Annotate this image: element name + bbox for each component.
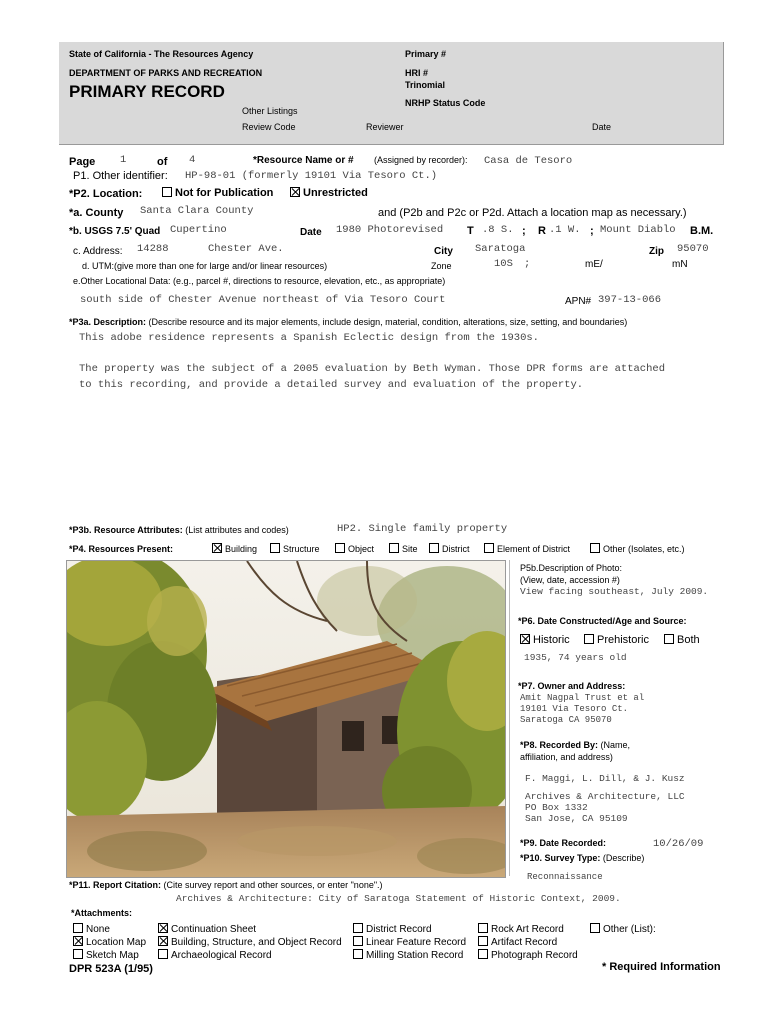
range-label: R bbox=[538, 225, 546, 237]
building-checkbox[interactable] bbox=[212, 543, 222, 553]
p3a-line-2: The property was the subject of a 2005 evaluation by Beth Wyman. Those DPR forms are attached bbox=[79, 363, 665, 375]
attachment-other-list[interactable]: Other (List): bbox=[590, 923, 656, 935]
city-value: Saratoga bbox=[475, 243, 526, 255]
required-info-note: * Required Information bbox=[602, 961, 721, 973]
p7-line-2: 19101 Via Tesoro Ct. bbox=[520, 704, 629, 714]
p7-line-1: Amit Nagpal Trust et al bbox=[520, 693, 645, 703]
resource-name-note: (Assigned by recorder): bbox=[374, 155, 468, 165]
attachment-district-record[interactable]: District Record bbox=[353, 923, 432, 935]
p4-option-building[interactable]: Building bbox=[212, 543, 257, 554]
prehistoric-checkbox[interactable] bbox=[584, 634, 594, 644]
attachment-photograph-record[interactable]: Photograph Record bbox=[478, 949, 578, 961]
p3b-note: (List attributes and codes) bbox=[185, 525, 289, 535]
page-total: 4 bbox=[189, 154, 196, 166]
zone-label: Zone bbox=[431, 261, 452, 271]
attachment-milling-station-record[interactable]: Milling Station Record bbox=[353, 949, 463, 961]
county-label: *a. County bbox=[69, 207, 124, 219]
p8-line-4: San Jose, CA 95109 bbox=[525, 813, 628, 824]
p1-label: P1. Other identifier: bbox=[73, 170, 168, 182]
trinomial-label: Trinomial bbox=[405, 80, 446, 90]
attachments-label: *Attachments: bbox=[71, 908, 133, 918]
nrhp-status-label: NRHP Status Code bbox=[405, 98, 486, 108]
p3a-note: (Describe resource and its major elements, include design, material, condition, alterations, size, setting, and boundaries) bbox=[148, 317, 628, 327]
zip-value: 95070 bbox=[677, 243, 709, 255]
resource-name-label: *Resource Name or # bbox=[253, 155, 354, 166]
apn-label: APN# bbox=[565, 296, 592, 307]
photo-divider bbox=[509, 560, 510, 876]
p8-line-2: Archives & Architecture, LLC bbox=[525, 791, 685, 802]
zone-value: 10S bbox=[494, 258, 513, 270]
other-listings-label: Other Listings bbox=[242, 106, 298, 116]
p11-heading bbox=[69, 880, 383, 890]
sketch-map-checkbox[interactable] bbox=[73, 949, 83, 959]
attachment-artifact-record[interactable]: Artifact Record bbox=[478, 936, 557, 948]
p9-value: 10/26/09 bbox=[653, 838, 704, 850]
p5b-value: View facing southeast, July 2009. bbox=[520, 586, 709, 597]
p7-label: *P7. Owner and Address: bbox=[518, 681, 626, 691]
not-for-publication-checkbox[interactable] bbox=[162, 187, 172, 197]
p3a-label: *P3a. Description: bbox=[69, 317, 147, 327]
district-checkbox[interactable] bbox=[429, 543, 439, 553]
milling-station-record-checkbox[interactable] bbox=[353, 949, 363, 959]
p9-label: *P9. Date Recorded: bbox=[520, 838, 607, 848]
primary-number-label: Primary # bbox=[405, 49, 447, 59]
utm-label: d. UTM:(give more than one for large and/or linear resources) bbox=[82, 261, 328, 271]
p10-value: Reconnaissance bbox=[527, 872, 603, 882]
usgs-quad-value: Cupertino bbox=[170, 224, 227, 236]
prehistoric-option[interactable]: Prehistoric bbox=[584, 634, 649, 646]
p4-label: *P4. Resources Present: bbox=[69, 544, 174, 554]
resource-name-value: Casa de Tesoro bbox=[484, 155, 573, 167]
p6-value: 1935, 74 years old bbox=[524, 652, 627, 663]
township-label: T bbox=[467, 225, 474, 237]
quad-date-label: Date bbox=[300, 227, 322, 238]
department-label: DEPARTMENT OF PARKS AND RECREATION bbox=[69, 68, 263, 78]
page-title: PRIMARY RECORD bbox=[69, 82, 225, 101]
apn-value: 397-13-066 bbox=[598, 294, 662, 306]
unrestricted-option[interactable]: Unrestricted bbox=[290, 187, 368, 199]
p8-line-3: PO Box 1332 bbox=[525, 802, 588, 813]
base-meridian-label: B.M. bbox=[690, 225, 714, 237]
building-structure-object-checkbox[interactable] bbox=[158, 936, 168, 946]
attachment-rock-art-record[interactable]: Rock Art Record bbox=[478, 923, 564, 935]
attachment-sketch-map[interactable]: Sketch Map bbox=[73, 949, 139, 961]
p11-label: *P11. Report Citation: bbox=[69, 880, 162, 890]
continuation-sheet-checkbox[interactable] bbox=[158, 923, 168, 933]
p4-option-element-of-district[interactable]: Element of District bbox=[484, 543, 570, 554]
p3b-label: *P3b. Resource Attributes: bbox=[69, 525, 183, 535]
p6-label: *P6. Date Constructed/Age and Source: bbox=[518, 616, 687, 626]
quad-date-value: 1980 Photorevised bbox=[336, 224, 444, 236]
attachment-building-structure-object[interactable]: Building, Structure, and Object Record bbox=[158, 936, 342, 948]
historic-option[interactable]: Historic bbox=[520, 634, 570, 646]
date-label: Date bbox=[592, 122, 612, 132]
attachment-location-map[interactable]: Location Map bbox=[73, 936, 146, 948]
p2-label: *P2. Location: bbox=[69, 188, 143, 200]
range-value: .1 W. bbox=[549, 224, 581, 236]
p10-heading: *P10. Survey Type: (Describe) bbox=[520, 853, 645, 863]
element-of-district-checkbox[interactable] bbox=[484, 543, 494, 553]
review-code-label: Review Code bbox=[242, 122, 296, 132]
p4-option-other[interactable]: Other (Isolates, etc.) bbox=[590, 543, 685, 554]
base-meridian-value: Mount Diablo bbox=[600, 224, 676, 236]
attachment-linear-feature-record[interactable]: Linear Feature Record bbox=[353, 936, 466, 948]
both-option[interactable]: Both bbox=[664, 634, 700, 646]
attachment-archaeological-record[interactable]: Archaeological Record bbox=[158, 949, 272, 961]
p8-note: affiliation, and address) bbox=[520, 752, 613, 762]
not-for-publication-option[interactable]: Not for Publication bbox=[162, 187, 273, 199]
p3b-value: HP2. Single family property bbox=[337, 523, 508, 535]
other-locational-label: e.Other Locational Data: (e.g., parcel #, directions to resource, elevation, etc., as appropriate) bbox=[73, 276, 446, 286]
address-label: c. Address: bbox=[73, 246, 123, 257]
county-value: Santa Clara County bbox=[140, 205, 254, 217]
county-note: and (P2b and P2c or P2d. Attach a location map as necessary.) bbox=[378, 207, 687, 219]
p5b-label: P5b.Description of Photo: bbox=[520, 563, 623, 573]
agency-label: State of California - The Resources Agency bbox=[69, 49, 254, 59]
p8-heading: *P8. Recorded By: (Name, bbox=[520, 740, 631, 750]
hri-number-label: HRI # bbox=[405, 68, 429, 78]
p3a-line-1: This adobe residence represents a Spanish Eclectic design from the 1930s. bbox=[79, 332, 539, 344]
site-checkbox[interactable] bbox=[389, 543, 399, 553]
page-number: 1 bbox=[120, 154, 127, 166]
object-checkbox[interactable] bbox=[335, 543, 345, 553]
p4-option-structure[interactable]: Structure bbox=[270, 543, 320, 554]
other-list-checkbox[interactable] bbox=[590, 923, 600, 933]
linear-feature-record-checkbox[interactable] bbox=[353, 936, 363, 946]
p5b-note: (View, date, accession #) bbox=[520, 575, 620, 585]
rock-art-record-checkbox[interactable] bbox=[478, 923, 488, 933]
photograph-record-checkbox[interactable] bbox=[478, 949, 488, 959]
township-value: .8 S. bbox=[482, 224, 514, 236]
other-locational-value: south side of Chester Avenue northeast of Via Tesoro Court bbox=[80, 294, 446, 306]
easting-label: mE/ bbox=[585, 259, 603, 270]
attachment-continuation-sheet[interactable]: Continuation Sheet bbox=[158, 923, 256, 935]
attachment-none[interactable]: None bbox=[73, 923, 110, 935]
p3b-heading bbox=[69, 525, 289, 535]
reviewer-label: Reviewer bbox=[366, 122, 404, 132]
archaeological-record-checkbox[interactable] bbox=[158, 949, 168, 959]
address-number: 14288 bbox=[137, 243, 169, 255]
district-record-checkbox[interactable] bbox=[353, 923, 363, 933]
northing-label: mN bbox=[672, 259, 688, 270]
zip-label: Zip bbox=[649, 246, 664, 257]
p3a-heading bbox=[69, 317, 627, 327]
p11-note: (Cite survey report and other sources, or enter "none".) bbox=[163, 880, 383, 890]
other-isolates-checkbox[interactable] bbox=[590, 543, 600, 553]
p11-value: Archives & Architecture: City of Saratoga Statement of Historic Context, 2009. bbox=[176, 893, 621, 904]
page-label: Page bbox=[69, 156, 96, 168]
p4-option-object[interactable]: Object bbox=[335, 543, 374, 554]
city-label: City bbox=[434, 246, 453, 257]
p1-value: HP-98-01 (formerly 19101 Via Tesoro Ct.) bbox=[185, 170, 438, 182]
structure-checkbox[interactable] bbox=[270, 543, 280, 553]
p4-option-district[interactable]: District bbox=[429, 543, 470, 554]
none-checkbox[interactable] bbox=[73, 923, 83, 933]
historic-checkbox[interactable] bbox=[520, 634, 530, 644]
unrestricted-checkbox[interactable] bbox=[290, 187, 300, 197]
p8-line-1: F. Maggi, L. Dill, & J. Kusz bbox=[525, 773, 685, 784]
of-label: of bbox=[157, 156, 168, 168]
usgs-quad-label: *b. USGS 7.5' Quad bbox=[69, 226, 161, 237]
p4-option-site[interactable]: Site bbox=[389, 543, 418, 554]
address-street: Chester Ave. bbox=[208, 243, 284, 255]
p7-line-3: Saratoga CA 95070 bbox=[520, 715, 612, 725]
artifact-record-checkbox[interactable] bbox=[478, 936, 488, 946]
both-checkbox[interactable] bbox=[664, 634, 674, 644]
form-id: DPR 523A (1/95) bbox=[69, 963, 153, 975]
p3a-line-3: to this recording, and provide a detailed survey and evaluation of the property. bbox=[79, 379, 584, 391]
location-map-checkbox[interactable] bbox=[73, 936, 83, 946]
resource-photo bbox=[66, 560, 506, 878]
